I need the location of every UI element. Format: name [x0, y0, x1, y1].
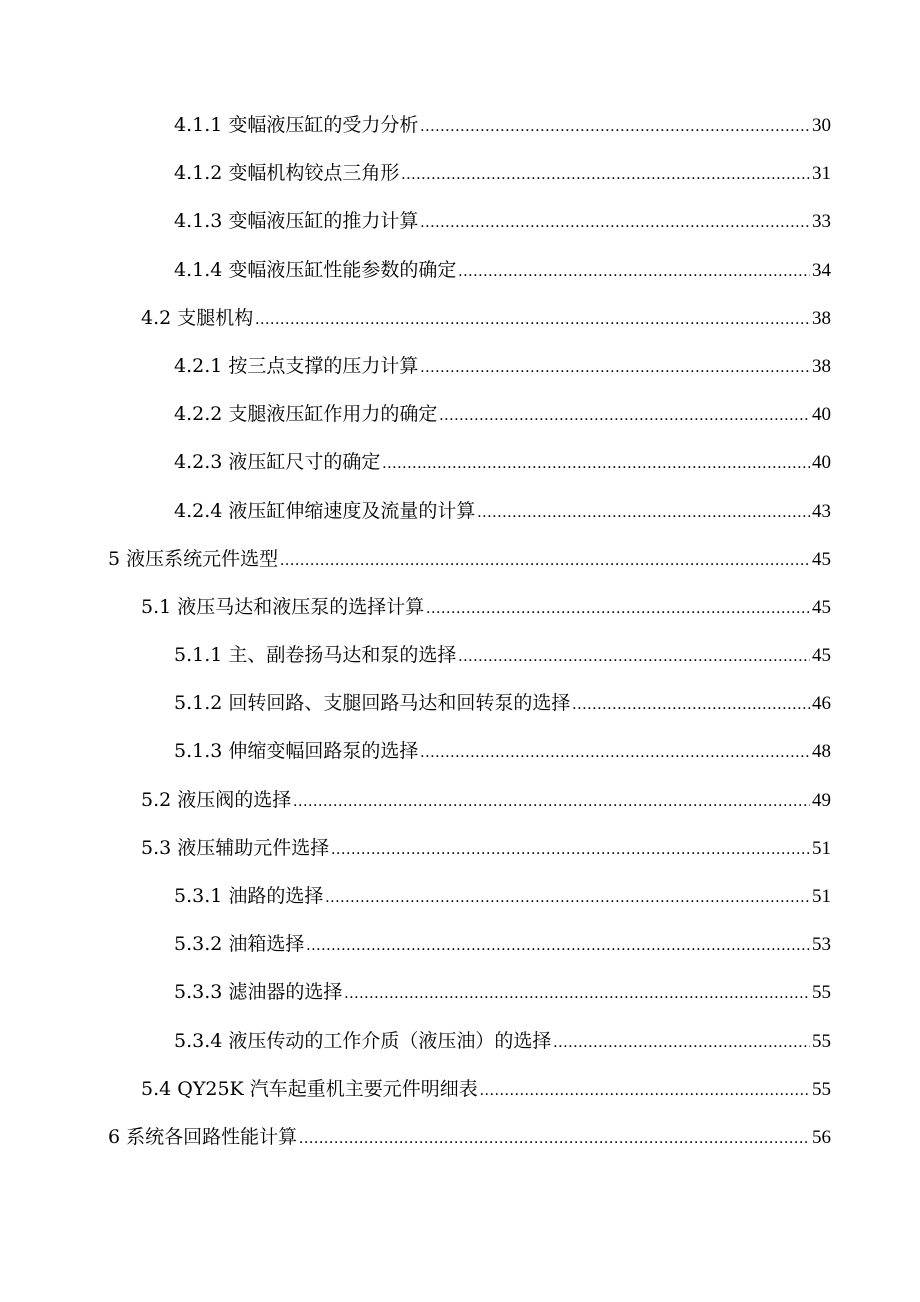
toc-entry-title: 4.1.4 变幅液压缸性能参数的确定 [174, 258, 457, 281]
toc-entry[interactable] [0, 496, 920, 544]
toc-entry[interactable] [0, 351, 920, 399]
toc-entry[interactable] [0, 1074, 920, 1122]
toc-entry-page-number: 45 [812, 548, 831, 570]
toc-entry-page-number: 49 [812, 789, 831, 811]
toc-entry[interactable] [0, 640, 920, 688]
toc-dot-leader [477, 504, 810, 522]
toc-entry-title: 6 系统各回路性能计算 [108, 1125, 298, 1148]
table-of-contents [0, 110, 920, 1170]
toc-entry-title: 5.3.1 油路的选择 [174, 885, 324, 907]
toc-dot-leader [280, 552, 810, 570]
toc-dot-leader [572, 696, 810, 714]
toc-dot-leader [344, 985, 810, 1003]
toc-entry-page-number: 55 [812, 1030, 831, 1052]
toc-entry-page-number: 43 [812, 500, 831, 522]
toc-dot-leader [420, 744, 810, 762]
toc-dot-leader [420, 359, 810, 377]
toc-entry-page-number: 33 [812, 211, 831, 233]
toc-entry[interactable] [0, 255, 920, 303]
toc-entry[interactable] [0, 447, 920, 495]
toc-dot-leader [458, 263, 810, 281]
toc-dot-leader [420, 118, 810, 136]
toc-entry-title: 5.1.2 回转回路、支腿回路马达和回转泵的选择 [174, 692, 571, 715]
toc-entry-page-number: 48 [812, 741, 831, 763]
toc-dot-leader [480, 1082, 810, 1100]
toc-entry[interactable] [0, 688, 920, 736]
toc-dot-leader [293, 793, 810, 811]
toc-entry-title: 5.3.3 滤油器的选择 [174, 981, 343, 1004]
toc-dot-leader [553, 1034, 810, 1052]
toc-dot-leader [458, 648, 810, 666]
toc-entry-page-number: 51 [812, 837, 831, 859]
toc-entry-title: 5 液压系统元件选型 [108, 547, 279, 570]
toc-dot-leader [325, 889, 810, 907]
toc-entry[interactable] [0, 303, 920, 351]
toc-entry[interactable] [0, 110, 920, 158]
toc-entry-page-number: 40 [812, 452, 831, 474]
toc-dot-leader [439, 407, 810, 425]
toc-entry-page-number: 53 [812, 934, 831, 956]
toc-entry-page-number: 55 [812, 1078, 831, 1100]
toc-entry-page-number: 38 [812, 355, 831, 377]
toc-entry[interactable] [0, 736, 920, 784]
toc-entry[interactable] [0, 1122, 920, 1170]
toc-dot-leader [401, 166, 810, 184]
toc-entry-title: 5.2 液压阀的选择 [141, 788, 292, 811]
toc-entry-page-number: 38 [812, 307, 831, 329]
toc-entry-title: 4.1.1 变幅液压缸的受力分析 [174, 114, 419, 136]
toc-entry-title: 4.2.2 支腿液压缸作用力的确定 [174, 403, 438, 426]
toc-entry-page-number: 55 [812, 982, 831, 1004]
toc-entry-title: 4.1.2 变幅机构铰点三角形 [174, 162, 400, 185]
toc-dot-leader [382, 455, 810, 473]
toc-entry-title: 5.1 液压马达和液压泵的选择计算 [141, 595, 425, 618]
toc-entry[interactable] [0, 785, 920, 833]
toc-entry[interactable] [0, 977, 920, 1025]
toc-entry[interactable] [0, 206, 920, 254]
toc-entry-title: 5.3.2 油箱选择 [174, 933, 305, 956]
toc-entry-page-number: 34 [812, 259, 831, 281]
toc-entry-title: 4.2.1 按三点支撑的压力计算 [174, 354, 419, 377]
toc-dot-leader [306, 937, 810, 955]
toc-dot-leader [426, 600, 810, 618]
toc-entry[interactable] [0, 544, 920, 592]
toc-entry-page-number: 40 [812, 404, 831, 426]
toc-entry-title: 4.2.4 液压缸伸缩速度及流量的计算 [174, 499, 476, 522]
toc-dot-leader [255, 311, 810, 329]
toc-entry-page-number: 46 [812, 693, 831, 715]
toc-entry-page-number: 45 [812, 645, 831, 667]
toc-entry-title: 5.4 QY25K 汽车起重机主要元件明细表 [141, 1077, 478, 1100]
toc-dot-leader [331, 841, 810, 859]
toc-entry-page-number: 56 [812, 1126, 831, 1148]
toc-entry[interactable] [0, 881, 920, 929]
toc-entry-page-number: 45 [812, 596, 831, 618]
toc-entry-title: 4.2 支腿机构 [141, 306, 254, 329]
toc-dot-leader [299, 1130, 810, 1148]
toc-entry-page-number: 31 [812, 163, 831, 185]
toc-entry-title: 5.1.1 主、副卷扬马达和泵的选择 [174, 644, 457, 667]
toc-entry[interactable] [0, 592, 920, 640]
toc-entry[interactable] [0, 158, 920, 206]
toc-entry[interactable] [0, 833, 920, 881]
toc-entry-title: 4.2.3 液压缸尺寸的确定 [174, 451, 381, 474]
toc-entry-page-number: 30 [812, 115, 831, 136]
toc-entry-title: 5.1.3 伸缩变幅回路泵的选择 [174, 740, 419, 763]
toc-entry-page-number: 51 [812, 886, 831, 907]
toc-dot-leader [420, 214, 810, 232]
toc-entry[interactable] [0, 1026, 920, 1074]
toc-entry-title: 5.3 液压辅助元件选择 [141, 836, 330, 859]
toc-entry-title: 5.3.4 液压传动的工作介质（液压油）的选择 [174, 1029, 552, 1052]
toc-entry[interactable] [0, 929, 920, 977]
toc-entry[interactable] [0, 399, 920, 447]
toc-entry-title: 4.1.3 变幅液压缸的推力计算 [174, 210, 419, 233]
